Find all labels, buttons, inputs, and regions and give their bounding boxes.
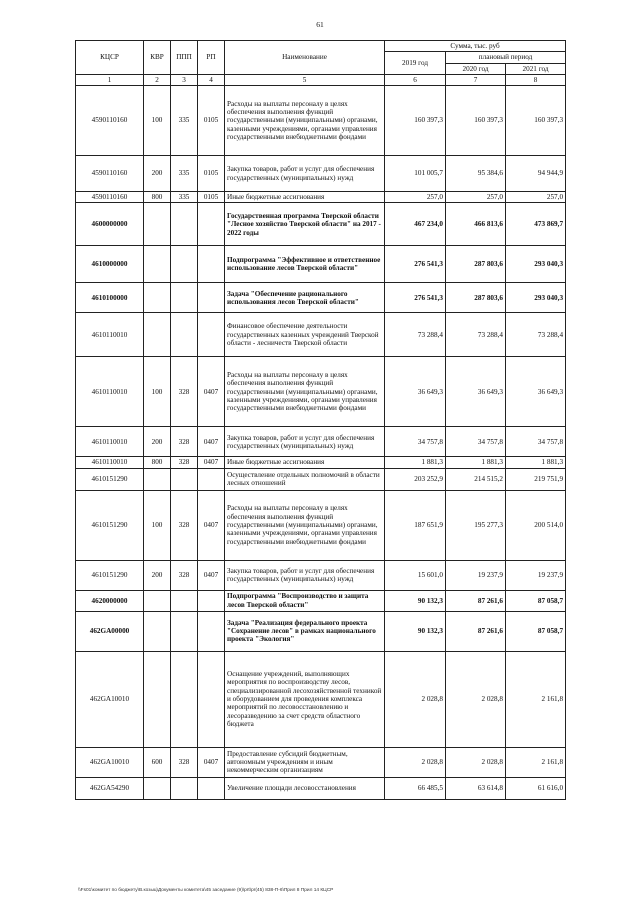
cell-ppp	[171, 283, 198, 313]
cell-v2020: 87 261,6	[446, 611, 506, 651]
table-row	[76, 651, 566, 747]
cell-v2019: 1 881,3	[385, 457, 446, 468]
cell-v2021: 200 514,0	[506, 490, 566, 560]
cell-v2020: 466 813,6	[446, 203, 506, 246]
table-row	[76, 777, 566, 799]
header-planned-period: плановый период	[446, 52, 566, 63]
header-2021: 2021 год	[506, 63, 566, 74]
cell-name: Подпрограмма "Эффективное и ответственное использование лесов Тверской области"	[225, 246, 385, 283]
cell-v2019: 467 234,0	[385, 203, 446, 246]
cell-ppp: 335	[171, 86, 198, 156]
cell-name: Осуществление отдельных полномочий в области лесных отношений	[225, 468, 385, 490]
cell-name: Финансовое обеспечение деятельности государственных казенных учреждений Тверской области - лесничеств Тверской области	[225, 313, 385, 357]
table-row	[76, 427, 566, 457]
cell-ppp	[171, 203, 198, 246]
cell-ppp	[171, 611, 198, 651]
cell-kcsr: 4610110010	[76, 313, 144, 357]
cell-kcsr: 4610110010	[76, 357, 144, 427]
cell-kvr	[144, 590, 171, 611]
col-num-4: 4	[198, 74, 225, 85]
cell-v2019: 187 651,9	[385, 490, 446, 560]
table-row	[76, 283, 566, 313]
cell-kcsr: 462GA54290	[76, 777, 144, 799]
col-num-3: 3	[171, 74, 198, 85]
col-num-2: 2	[144, 74, 171, 85]
cell-ppp	[171, 777, 198, 799]
cell-v2021: 87 058,7	[506, 611, 566, 651]
cell-rp: 0105	[198, 86, 225, 156]
col-num-1: 1	[76, 74, 144, 85]
cell-v2020: 287 803,6	[446, 246, 506, 283]
table-row	[76, 192, 566, 203]
cell-kcsr: 4590110160	[76, 86, 144, 156]
cell-kcsr: 4590110160	[76, 156, 144, 192]
table-row	[76, 246, 566, 283]
cell-ppp	[171, 313, 198, 357]
cell-ppp: 328	[171, 490, 198, 560]
cell-v2021: 87 058,7	[506, 590, 566, 611]
cell-rp: 0407	[198, 490, 225, 560]
cell-v2021: 219 751,9	[506, 468, 566, 490]
cell-v2019: 2 028,8	[385, 747, 446, 777]
col-num-5: 5	[225, 74, 385, 85]
cell-ppp: 335	[171, 192, 198, 203]
cell-v2021: 36 649,3	[506, 357, 566, 427]
cell-rp	[198, 313, 225, 357]
cell-v2021: 160 397,3	[506, 86, 566, 156]
cell-v2020: 287 803,6	[446, 283, 506, 313]
cell-kvr: 800	[144, 457, 171, 468]
cell-kvr: 800	[144, 192, 171, 203]
cell-rp: 0407	[198, 560, 225, 590]
cell-v2019: 276 541,3	[385, 246, 446, 283]
cell-v2020: 160 397,3	[446, 86, 506, 156]
header-sum: Сумма, тыс. руб	[385, 41, 566, 52]
cell-kcsr: 462GA00000	[76, 611, 144, 651]
cell-rp	[198, 611, 225, 651]
cell-v2021: 19 237,9	[506, 560, 566, 590]
cell-v2021: 293 040,3	[506, 246, 566, 283]
cell-ppp	[171, 590, 198, 611]
table-row	[76, 156, 566, 192]
cell-v2021: 2 161,8	[506, 747, 566, 777]
cell-v2020: 87 261,6	[446, 590, 506, 611]
cell-v2020: 19 237,9	[446, 560, 506, 590]
cell-kcsr: 4610151290	[76, 490, 144, 560]
table-row	[76, 313, 566, 357]
col-num-7: 7	[446, 74, 506, 85]
header-kvr: КВР	[144, 41, 171, 75]
cell-ppp	[171, 468, 198, 490]
cell-name: Закупка товаров, работ и услуг для обеспечения государственных (муниципальных) нужд	[225, 427, 385, 457]
cell-v2019: 101 005,7	[385, 156, 446, 192]
cell-rp	[198, 468, 225, 490]
cell-kvr	[144, 651, 171, 747]
cell-kcsr: 4610151290	[76, 468, 144, 490]
col-num-8: 8	[506, 74, 566, 85]
cell-name: Расходы на выплаты персоналу в целях обеспечения выполнения функций государственными (муниципальными) органами, казенными учреждениями, органами управления государственными внебюджетными фондами	[225, 86, 385, 156]
cell-kvr	[144, 283, 171, 313]
table-row	[76, 747, 566, 777]
cell-name: Расходы на выплаты персоналу в целях обеспечения выполнения функций государственными (муниципальными) органами, казенными учреждениями, органами управления государственными внебюджетными фондами	[225, 357, 385, 427]
cell-rp	[198, 246, 225, 283]
cell-kvr: 200	[144, 156, 171, 192]
cell-kcsr: 4620000000	[76, 590, 144, 611]
cell-name: Увеличение площади лесовосстановления	[225, 777, 385, 799]
cell-rp	[198, 651, 225, 747]
table-row	[76, 457, 566, 468]
cell-kvr	[144, 203, 171, 246]
cell-v2020: 214 515,2	[446, 468, 506, 490]
cell-rp	[198, 590, 225, 611]
cell-kvr	[144, 313, 171, 357]
table-row	[76, 468, 566, 490]
cell-ppp: 328	[171, 357, 198, 427]
table-row	[76, 590, 566, 611]
header-2019: 2019 год	[385, 52, 446, 75]
cell-ppp: 335	[171, 156, 198, 192]
cell-name: Государственная программа Тверской области "Лесное хозяйство Тверской области" на 2017 - 2022 годы	[225, 203, 385, 246]
cell-v2021: 73 288,4	[506, 313, 566, 357]
cell-v2020: 2 028,8	[446, 651, 506, 747]
cell-kvr	[144, 611, 171, 651]
cell-kvr: 200	[144, 560, 171, 590]
cell-kvr: 100	[144, 86, 171, 156]
cell-kvr	[144, 468, 171, 490]
cell-v2021: 1 881,3	[506, 457, 566, 468]
table-row	[76, 203, 566, 246]
cell-name: Закупка товаров, работ и услуг для обеспечения государственных (муниципальных) нужд	[225, 560, 385, 590]
cell-v2019: 66 485,5	[385, 777, 446, 799]
cell-v2019: 203 252,9	[385, 468, 446, 490]
cell-v2019: 257,0	[385, 192, 446, 203]
cell-v2021: 293 040,3	[506, 283, 566, 313]
cell-kvr: 100	[144, 490, 171, 560]
cell-rp: 0407	[198, 427, 225, 457]
cell-name: Расходы на выплаты персоналу в целях обеспечения выполнения функций государственными (муниципальными) органами, казенными учреждениями, органами управления государственными внебюджетными фондами	[225, 490, 385, 560]
cell-kvr: 100	[144, 357, 171, 427]
cell-v2020: 73 288,4	[446, 313, 506, 357]
cell-rp: 0407	[198, 357, 225, 427]
cell-rp: 0407	[198, 457, 225, 468]
cell-v2021: 94 944,9	[506, 156, 566, 192]
cell-name: Иные бюджетные ассигнования	[225, 457, 385, 468]
cell-v2021: 473 869,7	[506, 203, 566, 246]
cell-ppp: 328	[171, 427, 198, 457]
cell-v2020: 63 614,8	[446, 777, 506, 799]
cell-kcsr: 462GA10010	[76, 747, 144, 777]
table-row	[76, 357, 566, 427]
cell-rp: 0105	[198, 156, 225, 192]
budget-table	[75, 40, 566, 800]
cell-ppp	[171, 246, 198, 283]
table-row	[76, 490, 566, 560]
cell-name: Иные бюджетные ассигнования	[225, 192, 385, 203]
cell-kcsr: 4610100000	[76, 283, 144, 313]
cell-v2020: 2 028,8	[446, 747, 506, 777]
header-2020: 2020 год	[446, 63, 506, 74]
cell-v2020: 1 881,3	[446, 457, 506, 468]
cell-v2020: 34 757,8	[446, 427, 506, 457]
cell-v2019: 34 757,8	[385, 427, 446, 457]
header-ppp: ППП	[171, 41, 198, 75]
cell-v2019: 73 288,4	[385, 313, 446, 357]
cell-v2019: 276 541,3	[385, 283, 446, 313]
col-num-6: 6	[385, 74, 446, 85]
cell-kcsr: 4610000000	[76, 246, 144, 283]
cell-v2020: 195 277,3	[446, 490, 506, 560]
cell-v2019: 2 028,8	[385, 651, 446, 747]
header-kcsr: КЦСР	[76, 41, 144, 75]
cell-v2021: 2 161,8	[506, 651, 566, 747]
cell-kvr	[144, 246, 171, 283]
cell-v2019: 160 397,3	[385, 86, 446, 156]
cell-v2021: 61 616,0	[506, 777, 566, 799]
cell-kvr	[144, 777, 171, 799]
table-row	[76, 611, 566, 651]
cell-kcsr: 4590110160	[76, 192, 144, 203]
cell-rp	[198, 203, 225, 246]
cell-v2019: 90 132,3	[385, 611, 446, 651]
cell-kcsr: 4610151290	[76, 560, 144, 590]
cell-ppp: 328	[171, 747, 198, 777]
cell-ppp: 328	[171, 457, 198, 468]
cell-name: Задача "Обеспечение рационального использования лесов Тверской области"	[225, 283, 385, 313]
cell-kcsr: 4600000000	[76, 203, 144, 246]
page-number: 61	[316, 20, 324, 29]
cell-kcsr: 4610110010	[76, 457, 144, 468]
cell-v2019: 15 601,0	[385, 560, 446, 590]
cell-rp: 0407	[198, 747, 225, 777]
cell-v2021: 34 757,8	[506, 427, 566, 457]
cell-v2019: 36 649,3	[385, 357, 446, 427]
cell-name: Предоставление субсидий бюджетным, автономным учреждениям и иным некоммерческим организациям	[225, 747, 385, 777]
cell-v2020: 36 649,3	[446, 357, 506, 427]
cell-name: Задача "Реализация федерального проекта "Сохранение лесов" в рамках национального проекта "Экология"	[225, 611, 385, 651]
cell-rp	[198, 777, 225, 799]
cell-kcsr: 4610110010	[76, 427, 144, 457]
cell-rp	[198, 283, 225, 313]
file-path-footer: \\Fs01\комитет по бюджету\В.козыц\Документы комитета\45 заседание (9)\prt\pr(45) 838-П-6\Прил 8 Прил 14 КЦСР	[78, 888, 334, 893]
cell-v2020: 95 384,6	[446, 156, 506, 192]
cell-kvr: 200	[144, 427, 171, 457]
cell-kcsr: 462GA10010	[76, 651, 144, 747]
cell-name: Подпрограмма "Воспроизводство и защита лесов Тверской области"	[225, 590, 385, 611]
cell-v2020: 257,0	[446, 192, 506, 203]
cell-v2019: 90 132,3	[385, 590, 446, 611]
cell-ppp: 328	[171, 560, 198, 590]
table-row	[76, 560, 566, 590]
cell-ppp	[171, 651, 198, 747]
cell-name: Закупка товаров, работ и услуг для обеспечения государственных (муниципальных) нужд	[225, 156, 385, 192]
header-name: Наименование	[225, 41, 385, 75]
header-rp: РП	[198, 41, 225, 75]
cell-v2021: 257,0	[506, 192, 566, 203]
cell-kvr: 600	[144, 747, 171, 777]
table-row	[76, 86, 566, 156]
cell-name: Оснащение учреждений, выполняющих мероприятия по воспроизводству лесов, специализированной лесохозяйственной техникой и оборудованием для проведения комплекса мероприятий по лесовосстановлению и лесоразведению за счет средств областного бюджета	[225, 651, 385, 747]
cell-rp: 0105	[198, 192, 225, 203]
